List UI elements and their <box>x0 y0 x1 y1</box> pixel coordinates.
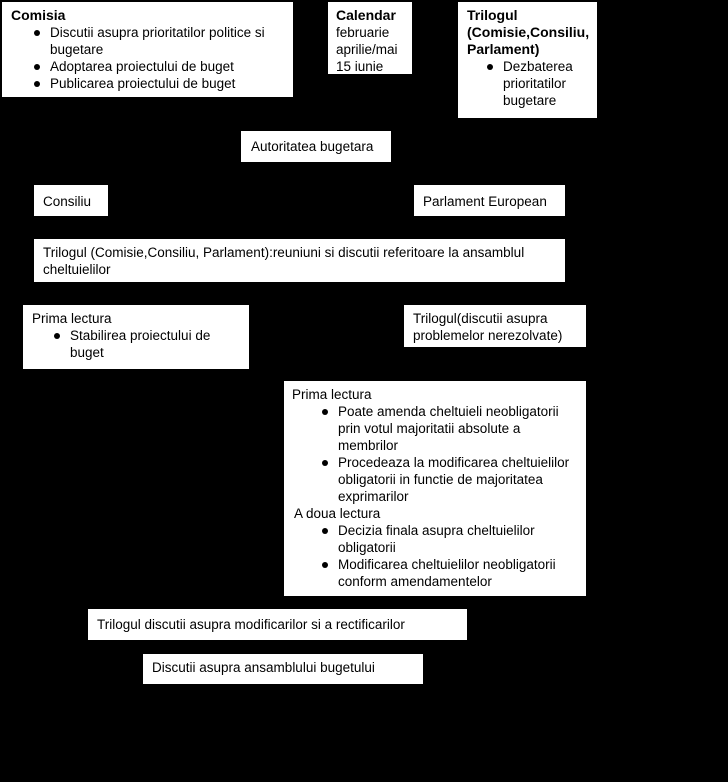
prima-lectura-consiliu-list <box>48 327 241 361</box>
comisia-title: Comisia <box>11 7 66 23</box>
list-item: Adoptarea proiectului de buget <box>28 58 285 75</box>
consiliu-label: Consiliu <box>43 194 92 209</box>
list-item: Stabilirea proiectului de buget <box>48 327 241 361</box>
consiliu-box <box>33 184 109 217</box>
trilogul-reuniuni-label: Trilogul (Comisie,Consiliu, Parlament):reuniuni si discutii referitoare la ansamblul cheltuielilor <box>43 245 525 277</box>
calendar-title: Calendar <box>336 7 396 23</box>
list-item: Discutii asupra prioritatilor politice si bugetare <box>28 24 285 58</box>
calendar-box <box>327 1 413 75</box>
discutii-ansamblu-box <box>142 653 424 685</box>
trilogul-top-title: Trilogul (Comisie,Consiliu, Parlament) <box>467 7 590 57</box>
trilogul-modificari-box <box>87 608 468 641</box>
bullet-icon <box>34 81 40 87</box>
trilogul-modificari-label: Trilogul discutii asupra modificarilor si a rectificarilor <box>97 617 405 632</box>
parlament-prima-lectura-title: Prima lectura <box>292 387 372 402</box>
parlament-prima-lectura-list <box>316 403 578 505</box>
parlament-doua-lectura-title: A doua lectura <box>294 506 381 521</box>
bullet-icon <box>34 30 40 36</box>
list-item: Procedeaza la modificarea cheltuielilor obligatorii in functie de majoritatea exprimarilor <box>316 454 578 505</box>
list-item: Poate amenda cheltuieli neobligatorii prin votul majoritatii absolute a membrilor <box>316 403 578 454</box>
trilogul-nerezolvate-label: Trilogul(discutii asupra problemelor nerezolvate) <box>413 311 563 343</box>
list-item: Dezbaterea prioritatilor bugetare <box>481 58 591 109</box>
bullet-icon <box>322 409 328 415</box>
calendar-item: 15 iunie <box>336 59 384 74</box>
discutii-ansamblu-label: Discutii asupra ansamblului bugetului <box>152 660 375 675</box>
comisia-list <box>28 24 285 92</box>
trilogul-nerezolvate-box <box>403 304 587 348</box>
bullet-icon <box>487 64 493 70</box>
prima-lectura-consiliu-box <box>22 304 250 370</box>
prima-lectura-consiliu-title: Prima lectura <box>32 311 112 326</box>
trilogul-top-box <box>457 1 598 119</box>
trilogul-top-list <box>481 58 591 109</box>
calendar-item: februarie <box>336 25 390 40</box>
parlament-lecturi-box <box>283 380 587 597</box>
bullet-icon <box>34 64 40 70</box>
bullet-icon <box>54 333 60 339</box>
list-item: Publicarea proiectului de buget <box>28 75 285 92</box>
bullet-icon <box>322 562 328 568</box>
autoritatea-bugetara-label: Autoritatea bugetara <box>251 139 374 154</box>
parlament-european-label: Parlament European <box>423 194 547 209</box>
list-item: Decizia finala asupra cheltuielilor obligatorii <box>316 522 578 556</box>
calendar-item: aprilie/mai <box>336 42 398 57</box>
bullet-icon <box>322 528 328 534</box>
trilogul-reuniuni-box <box>33 238 566 283</box>
bullet-icon <box>322 460 328 466</box>
parlament-doua-lectura-list <box>316 522 578 590</box>
autoritatea-bugetara-box <box>240 130 392 163</box>
list-item: Modificarea cheltuielilor neobligatorii conform amendamentelor <box>316 556 578 590</box>
comisia-box <box>1 1 294 98</box>
parlament-european-box <box>413 184 566 217</box>
